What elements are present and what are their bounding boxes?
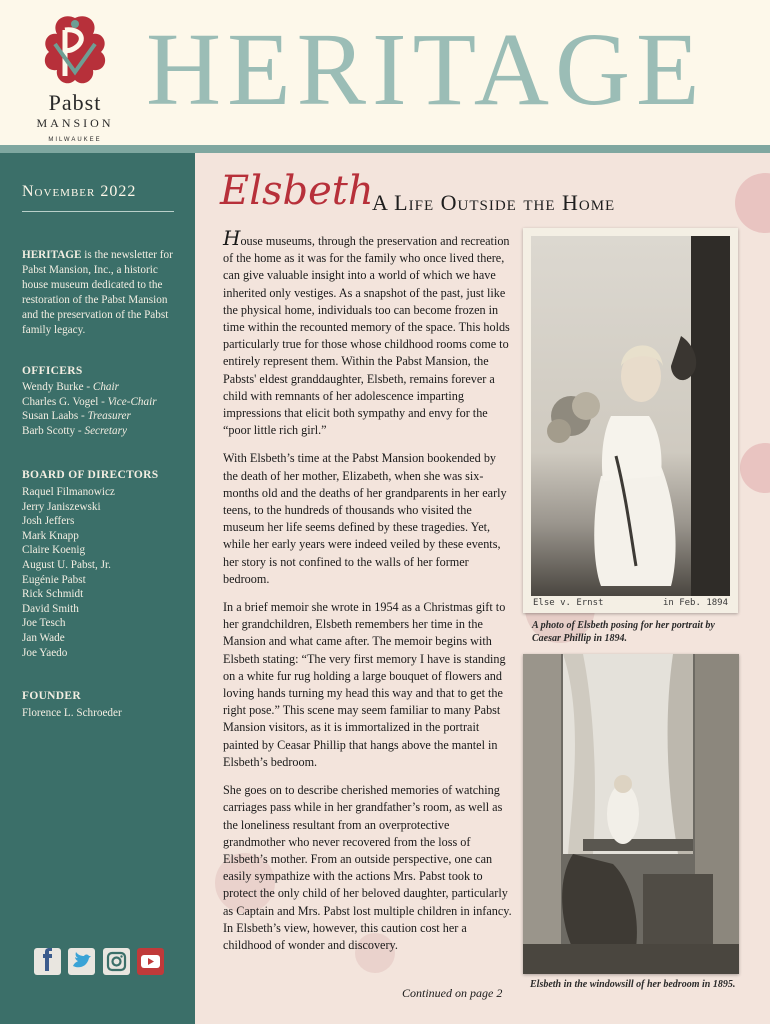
sidebar — [0, 153, 195, 1024]
newsletter-title: HERITAGE — [146, 12, 706, 127]
pabst-monogram-logo — [33, 10, 117, 94]
logo-mansion-text: MANSION — [36, 116, 114, 130]
article-title-script: Elsbeth — [220, 168, 374, 214]
photo-caption: Elsbeth in the windowsill of her bedroom in 1895. — [530, 979, 736, 990]
article-paragraph: In a brief memoir she wrote in 1954 as a Christmas gift to her grandchildren, Elsbeth remembers her time in the Mansion and what came after. The memoir begins with Elsbeth stating: “The very first memory I have is standing on a white fur rug holding a large bouquet of flowers and loving hands turning my head this way and that to get the right pose.” This scene may seem familiar to many Pabst Mansion visitors, as it is immortalized in the portrait painted by Ceasar Phillip that hangs above the mantel in Elsbeth’s bedroom. — [223, 600, 506, 769]
newsletter-description — [22, 248, 180, 338]
drop-cap: H — [223, 226, 241, 250]
board-member: Joe Yaedo — [22, 646, 68, 659]
officer-item: Barb Scotty - Secretary — [22, 424, 127, 437]
intro-text: is the newsletter for Pabst Mansion, Inc., a historic house museum dedicated to the restoration of the Pabst Mansion and the preservation of the Pabst family legacy. — [22, 249, 173, 336]
issue-date: November 2022 — [22, 183, 137, 200]
board-member: Jerry Janiszewski — [22, 500, 101, 513]
instagram-icon[interactable] — [103, 948, 130, 975]
header-divider — [0, 145, 770, 153]
article-title: A Life Outside the Home — [372, 190, 616, 215]
officer-item: Charles G. Vogel - Vice-Chair — [22, 395, 157, 408]
officer-item: Susan Laabs - Treasurer — [22, 410, 131, 423]
sidebar-rule — [22, 211, 174, 212]
officer-item: Wendy Burke - Chair — [22, 381, 119, 393]
board-member: Josh Jeffers — [22, 515, 75, 528]
founder-name: Florence L. Schroeder — [22, 707, 122, 719]
board-member: Jan Wade — [22, 631, 65, 644]
twitter-icon[interactable] — [68, 948, 95, 975]
logo-pabst-text: Pabst — [48, 90, 102, 115]
officers-heading: OFFICERS — [22, 365, 83, 377]
photo-inscription: Else v. Ernst in Feb. 1894 — [533, 598, 728, 608]
portrait-photo — [523, 228, 738, 613]
bedroom-photo — [523, 654, 739, 974]
continued-link[interactable]: Continued on page 2 — [402, 986, 503, 1000]
article-paragraph: With Elsbeth’s time at the Pabst Mansion bookended by the death of her mother, Elizabeth, when she was six-months old and the deaths of her grandparents in her early teens, to the hundreds of thousands who visited the museum her life seems defined by these tragedies. Yet, while her early years were indeed veiled by these events, her story is not confined to the walls of her former bedroom. — [223, 451, 507, 586]
article-paragraph: She goes on to describe cherished memories of watching carriages pass while in her grandfather’s room, as well as the loneliness resultant from an overprotective grandmother who never recovered from the loss of Elsbeth’s mother. From an outside perspective, one can easily sympathize with the actions Mrs. Pabst took to protect the only child of her beloved daughter, particularly as Captain and Mrs. Pabst lost multiple children in infancy. In Elsbeth’s view, however, this caution cost her a childhood of wonder and discovery. — [223, 783, 512, 952]
board-member: August U. Pabst, Jr. — [22, 558, 111, 571]
board-heading: BOARD OF DIRECTORS — [22, 469, 159, 481]
pabst-mansion-logo — [30, 10, 120, 143]
board-member: David Smith — [22, 602, 79, 615]
founder-heading: FOUNDER — [22, 690, 81, 702]
article-paragraph: House museums, through the preservation and recreation of the home as it was for the family who once lived there, can give valuable insight into a world of which we have inherited only vestiges. As a snapshot of the past, just like the physical home, individuals too can become frozen in time within the recounted memory of the space. This holds particularly true for those whose childhood rooms come to entirely represent them. Within the Pabst Mansion, the Pabsts' eldest granddaughter, Elsbeth, remains forever a child with remnants of her adolescence imparting impressions that elicit both sympathy and envy for the “poor little rich girl.” — [223, 226, 510, 438]
photo-caption: A photo of Elsbeth posing for her portrait by Caesar Phillip in 1894. — [532, 620, 715, 644]
floral-pattern — [735, 173, 770, 233]
officers-list — [22, 380, 157, 438]
board-member: Rick Schmidt — [22, 588, 84, 601]
board-list — [22, 485, 115, 660]
youtube-icon[interactable] — [137, 948, 164, 975]
masthead — [0, 0, 770, 145]
logo-city-text: MILWAUKEE — [48, 137, 102, 143]
board-member: Joe Tesch — [22, 617, 66, 630]
board-member: Raquel Filmanowicz — [22, 486, 115, 498]
facebook-icon[interactable] — [34, 948, 61, 975]
article-body — [223, 228, 513, 965]
portrait-image — [531, 236, 730, 596]
board-member: Claire Koenig — [22, 544, 86, 557]
intro-bold: HERITAGE — [22, 249, 82, 261]
floral-pattern — [740, 443, 770, 493]
board-member: Mark Knapp — [22, 529, 79, 542]
board-member: Eugénie Pabst — [22, 573, 86, 586]
